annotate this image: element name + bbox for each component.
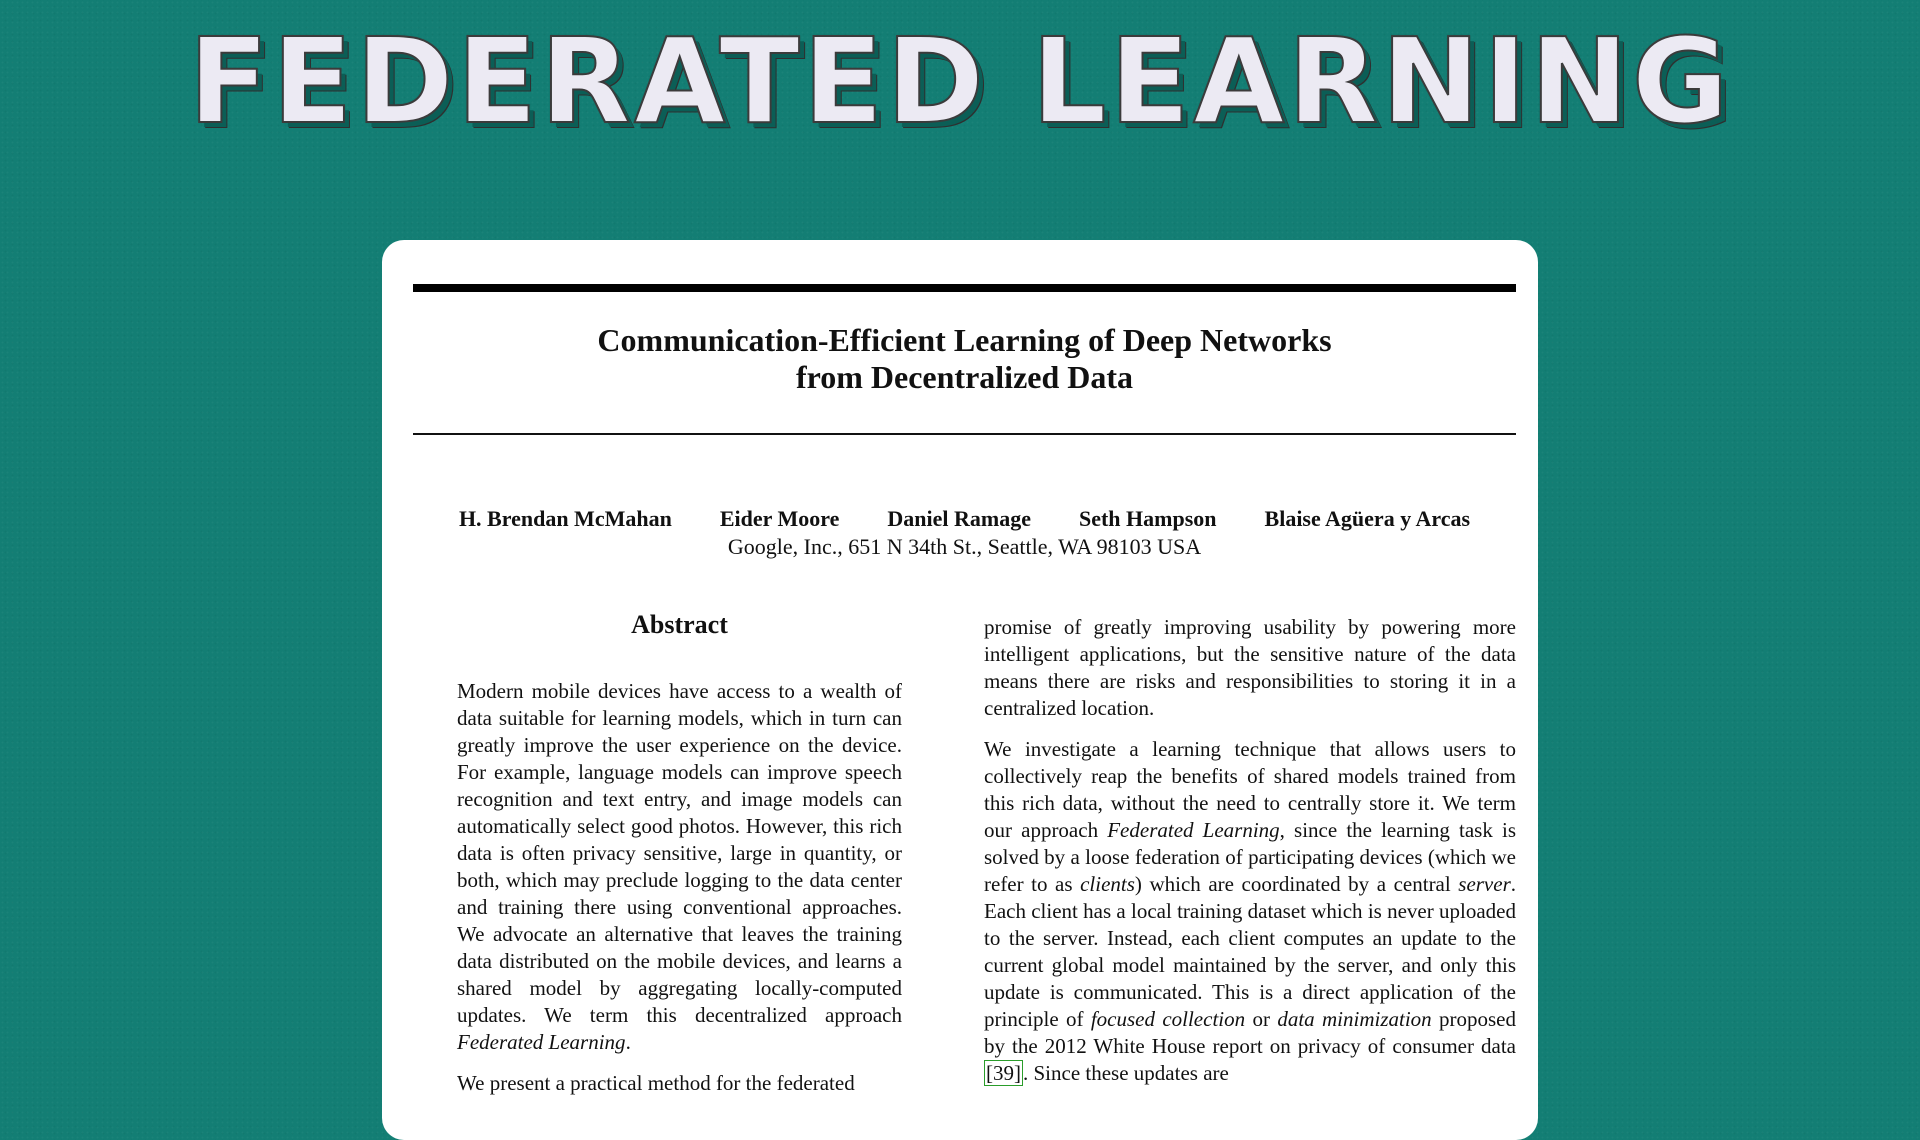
intro-emphasis: clients (1080, 872, 1135, 896)
title-top-rule (413, 284, 1516, 292)
intro-text: We investigate a learning technique that allows users to collectively reap the benefits of shared models trained from this rich data, without the need to centrally store it. We term our approach (984, 737, 1516, 842)
intro-text: . Each client has a local training dataset which is never uploaded to the server. Instead, each client computes an update to the current global model maintained by the server, and only this update is communicated. This is a direct application of the principle of (984, 872, 1516, 1031)
author-name: Eider Moore (719, 506, 840, 531)
intro-emphasis: data minimization (1277, 1007, 1432, 1031)
abstract-emphasis: Federated Learning (457, 1030, 626, 1054)
intro-paragraph: promise of greatly improving usability by powering more intelligent applications, but the sensitive nature of the data means there are risks and responsibilities to storing it in a centralized location. (984, 615, 1516, 720)
intro-text: . Since these updates are (1023, 1061, 1229, 1085)
abstract-body (457, 678, 902, 1111)
intro-text: or (1245, 1007, 1278, 1031)
affiliation: Google, Inc., 651 N 34th St., Seattle, WA 98103 USA (727, 534, 1202, 559)
intro-text: , since the learning task is solved by a loose federation of participating devices (which we refer to as (984, 818, 1516, 896)
intro-text: ) which are coordinated by a central (1134, 872, 1459, 896)
abstract-text: . (625, 1030, 631, 1054)
intro-column (984, 614, 1516, 1101)
intro-paragraph (984, 736, 1516, 1087)
abstract-text: Modern mobile devices have access to a wealth of data suitable for learning models, which in turn can greatly improve the user experience on the device. For example, language models can improve speech recognition and text entry, and image models can automatically select good photos. However, this rich data is often privacy sensitive, large in quantity, or both, which may preclude logging to the data center and training there using conventional approaches. We advocate an alternative that leaves the training data distributed on the mobile devices, and learns a shared model by aggregating locally-computed updates. We term this decentralized approach (457, 679, 902, 1027)
paper-title (413, 322, 1516, 396)
author-name: Daniel Ramage (887, 506, 1031, 531)
paper-title-line-1: Communication-Efficient Learning of Deep Networks (597, 322, 1332, 358)
author-name: Blaise Agüera y Arcas (1264, 506, 1471, 531)
author-name: Seth Hampson (1078, 506, 1217, 531)
abstract-heading: Abstract (631, 610, 728, 639)
abstract-paragraph (457, 678, 902, 1056)
paper-title-line-2: from Decentralized Data (795, 359, 1134, 395)
author-name: H. Brendan McMahan (458, 506, 672, 531)
paper-card (382, 240, 1538, 1140)
intro-text: proposed by the 2012 White House report on privacy of consumer data (984, 1007, 1516, 1058)
intro-emphasis: focused collection (1090, 1007, 1246, 1031)
intro-emphasis: Federated Learning (1107, 818, 1280, 842)
title-bottom-rule (413, 433, 1516, 435)
banner-title: FEDERATED LEARNING (188, 12, 1732, 150)
citation-link[interactable]: [39] (986, 1061, 1021, 1085)
abstract-paragraph: We present a practical method for the federated (457, 1071, 855, 1095)
author-list (413, 506, 1516, 532)
intro-emphasis: server (1458, 872, 1511, 896)
